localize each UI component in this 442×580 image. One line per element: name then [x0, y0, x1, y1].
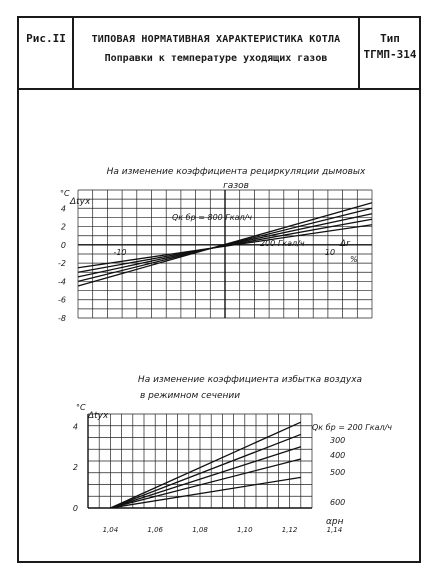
y-tick-label: 4 — [60, 204, 66, 214]
x-tick-label: 1,08 — [192, 526, 208, 534]
y-tick-label: -8 — [58, 314, 66, 323]
chart-grid — [58, 190, 372, 323]
series-label: 400 — [330, 451, 346, 460]
figure-number: Рис.II — [26, 32, 66, 45]
y-unit-label: °C — [76, 403, 86, 412]
series-label: 500 — [330, 468, 346, 477]
x-tick-label: 1,10 — [237, 526, 253, 534]
chart-title: в режимном сечении — [139, 391, 241, 401]
series-label: 600 — [330, 498, 346, 507]
series-line — [110, 447, 300, 508]
y-unit-label: °C — [60, 189, 70, 198]
chart-marks — [110, 422, 300, 508]
x-tick-label: 1,06 — [147, 526, 163, 534]
document-title: ТИПОВАЯ НОРМАТИВНАЯ ХАРАКТЕРИСТИКА КОТЛА — [91, 34, 341, 45]
series-label: 200 Гкал/ч — [260, 239, 305, 248]
type-label: Тип — [380, 32, 400, 45]
series-line — [110, 434, 300, 508]
x-tick-label: 1,12 — [281, 526, 298, 534]
series-line — [110, 477, 300, 508]
series-line — [110, 459, 300, 508]
series-label: Qк бр = 800 Гкал/ч — [172, 213, 253, 222]
y-tick-label: -2 — [58, 259, 66, 269]
y-tick-label: 0 — [72, 504, 78, 513]
x-axis-label: Δr — [340, 239, 350, 249]
series-label: 300 — [330, 436, 346, 445]
y-tick-label: 2 — [72, 463, 78, 473]
document-subtitle: Поправки к температуре уходящих газов — [104, 53, 328, 64]
x-unit-label: % — [350, 255, 358, 264]
chart-title: На изменение коэффициента рециркуляции дымовых — [106, 167, 366, 177]
type-code: ТГМП-314 — [363, 48, 417, 61]
chart-excess-air — [73, 375, 392, 534]
x-tick-label: 1,04 — [102, 526, 119, 534]
y-tick-label: 0 — [60, 240, 66, 250]
chart-recirculation — [58, 167, 372, 323]
y-tick-label: -4 — [58, 277, 66, 287]
x-axis-label: αрн — [326, 517, 344, 527]
x-tick-label: 1,14 — [326, 526, 343, 534]
y-axis-label: Δtух — [88, 411, 109, 421]
chart-grid — [73, 414, 342, 534]
y-tick-label: -6 — [58, 295, 66, 305]
series-line — [110, 422, 300, 508]
x-tick-label: 10 — [324, 247, 336, 257]
series-label: Qк бр = 200 Гкал/ч — [312, 423, 393, 432]
y-axis-label: Δtух — [70, 197, 91, 207]
x-tick-label: -10 — [113, 247, 127, 257]
y-tick-label: 4 — [72, 422, 78, 432]
chart-title: газов — [223, 181, 249, 191]
chart-title: На изменение коэффициента избытка воздуха — [137, 375, 363, 385]
y-tick-label: 2 — [60, 222, 66, 232]
